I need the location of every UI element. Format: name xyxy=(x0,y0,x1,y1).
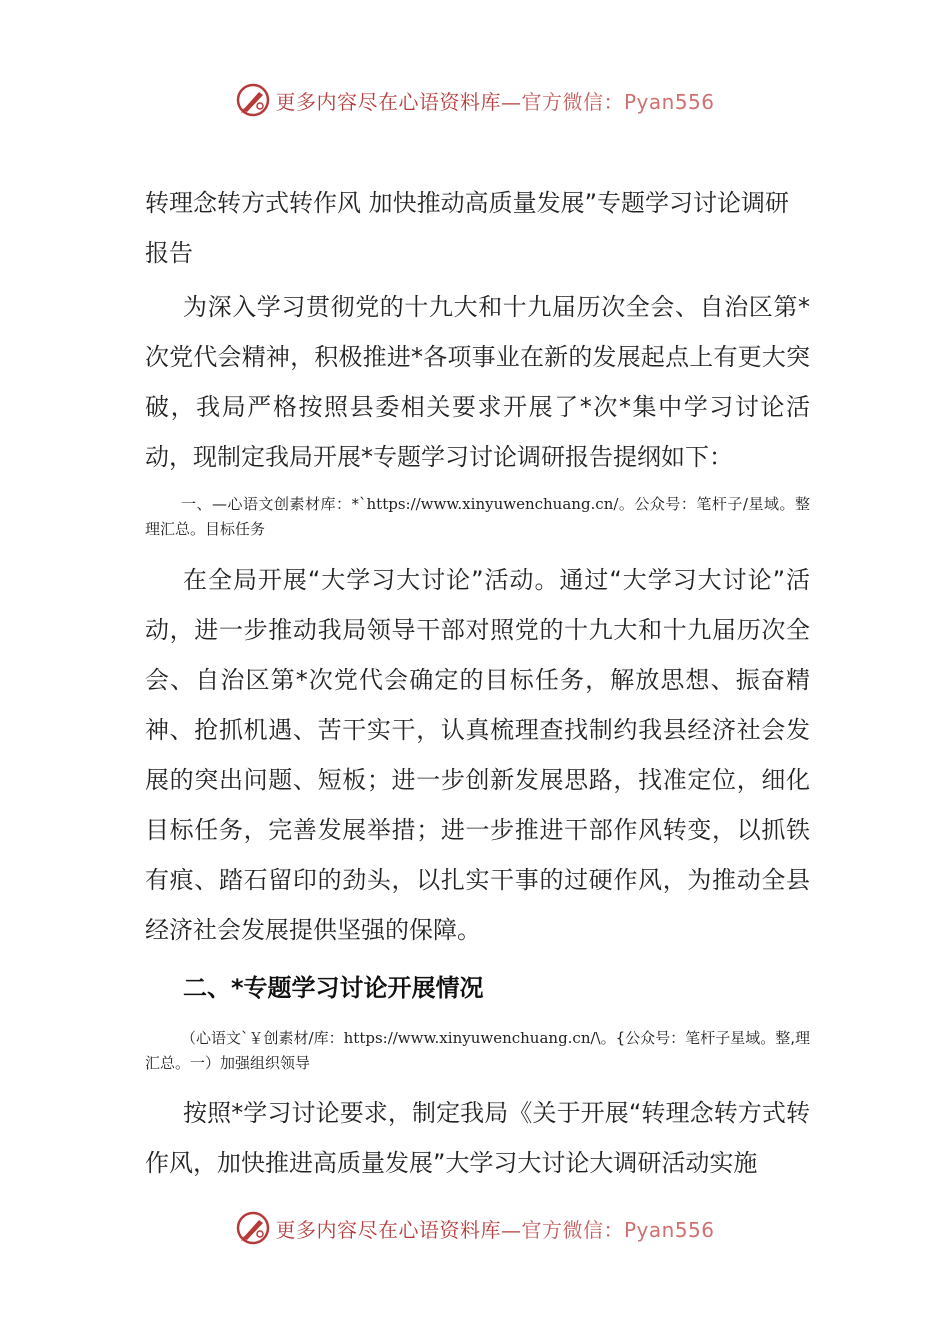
header-banner xyxy=(0,82,950,118)
banner-separator: — xyxy=(500,1217,522,1242)
document-title: 转理念转方式转作风 加快推动高质量发展”专题学习讨论调研报告 xyxy=(145,189,790,267)
note-2-suffix: 。{公众号：笔杆子星域。整,理汇总。一）加强组织领导 xyxy=(145,1029,810,1072)
section-heading-2: 二、*专题学习讨论开展情况 xyxy=(183,974,484,1002)
banner-text xyxy=(275,1214,714,1243)
note-2-url: https://www.xinyuwenchuang.cn/\ xyxy=(343,1029,601,1047)
pen-logo-icon xyxy=(235,1210,271,1246)
note-1-suffix: 。公众号：笔杆子/星域。整理汇总。目标任务 xyxy=(145,495,810,538)
banner-main-text: 更多内容尽在心语资料库 xyxy=(275,1217,501,1242)
banner-wechat-id: Pyan556 xyxy=(623,1217,715,1242)
banner-wechat-id: Pyan556 xyxy=(623,89,715,114)
section-note-1 xyxy=(145,492,810,542)
note-2-prefix: （心语文`￥创素材/库： xyxy=(181,1029,344,1047)
footer-banner xyxy=(0,1210,950,1246)
banner-wechat-label: 官方微信： xyxy=(521,89,624,114)
note-1-prefix: 一、—心语文创素材库：*` xyxy=(181,495,367,513)
paragraph-organization: 按照*学习讨论要求，制定我局《关于开展“转理念转方式转作风，加快推进高质量发展”大学习大讨论大调研活动实施 xyxy=(145,1099,810,1177)
banner-main-text: 更多内容尽在心语资料库 xyxy=(275,89,501,114)
banner-separator: — xyxy=(500,89,522,114)
banner-text xyxy=(275,86,714,115)
paragraph-goals: 在全局开展“大学习大讨论”活动。通过“大学习大讨论”活动，进一步推动我局领导干部对照党的十九大和十九届历次全会、自治区第*次党代会确定的目标任务，解放思想、振奋精神、抢抓机遇、苦干实干，认真梳理查找制约我县经济社会发展的突出问题、短板；进一步创新发展思路，找准定位，细化目标任务，完善发展举措；进一步推进干部作风转变，以抓铁有痕、踏石留印的劲头，以扎实干事的过硬作风，为推动全县经济社会发展提供坚强的保障。 xyxy=(145,566,810,944)
banner-wechat-label: 官方微信： xyxy=(521,1217,624,1242)
note-1-url: https://www.xinyuwenchuang.cn/ xyxy=(366,495,619,513)
pen-logo-icon xyxy=(235,82,271,118)
section-note-2 xyxy=(145,1026,810,1076)
paragraph-intro: 为深入学习贯彻党的十九大和十九届历次全会、自治区第*次党代会精神，积极推进*各项事业在新的发展起点上有更大突破，我局严格按照县委相关要求开展了*次*集中学习讨论活动，现制定我局开展*专题学习讨论调研报告提纲如下： xyxy=(145,293,810,471)
